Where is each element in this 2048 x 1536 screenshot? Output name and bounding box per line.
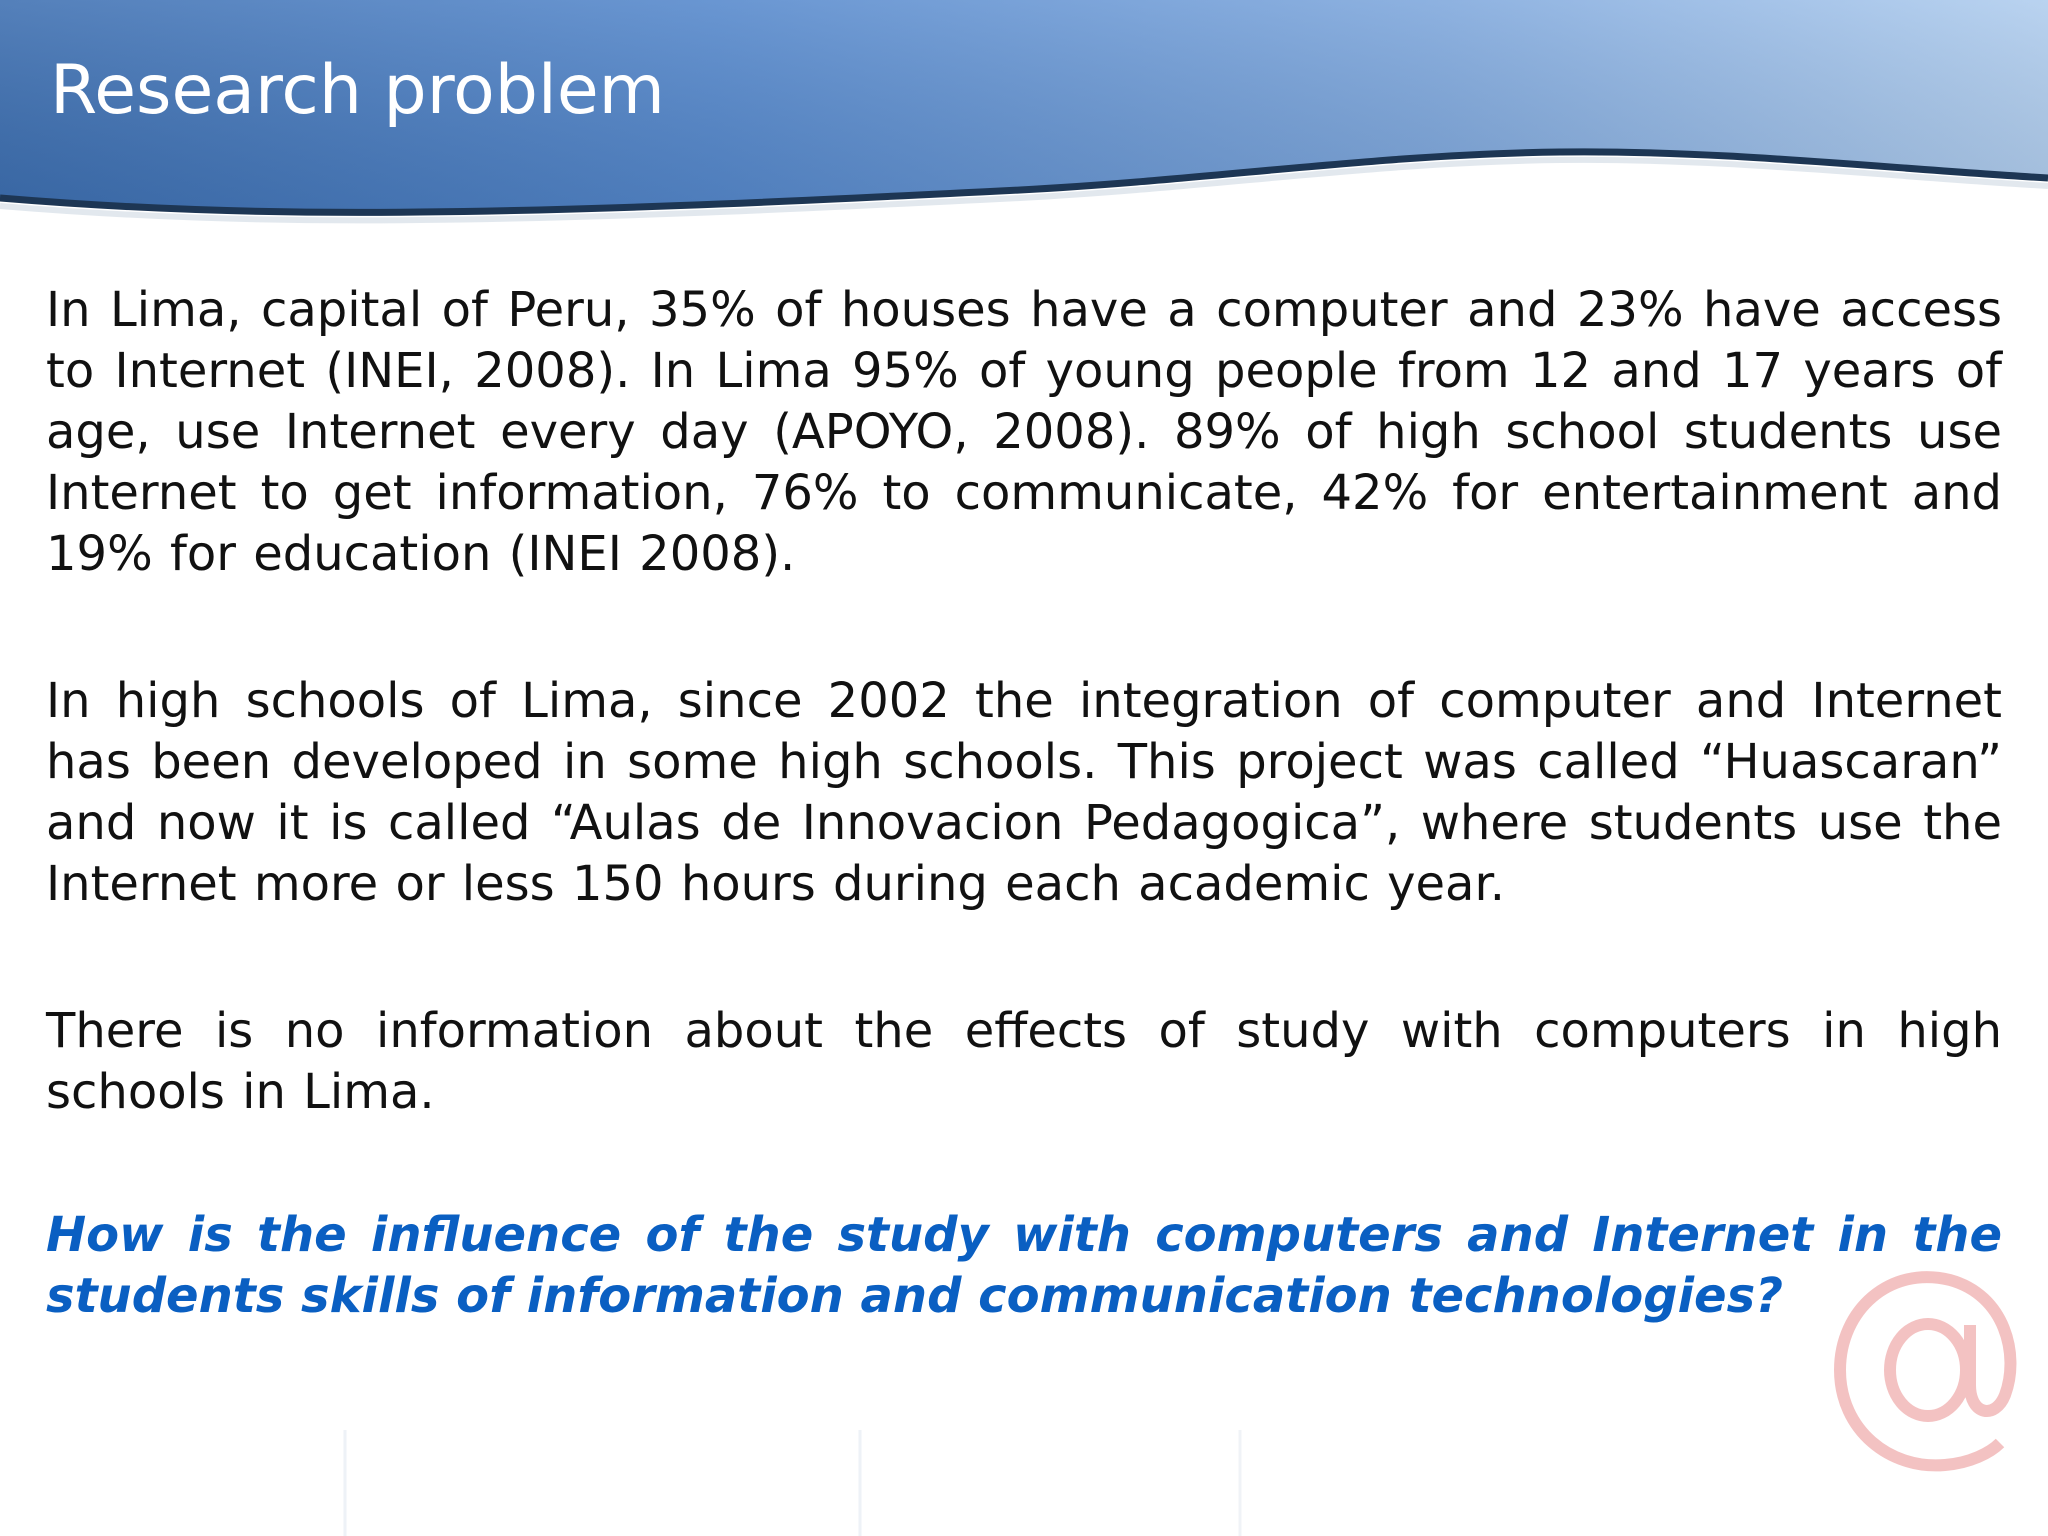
research-question: How is the influence of the study with computers and Internet in the students skills of information and communication technologies? [46, 1207, 2002, 1324]
background-decoration [0, 1430, 2048, 1536]
paragraph-internet-statistics: In Lima, capital of Peru, 35% of houses have a computer and 23% have access to Internet (INEI, 2008). In Lima 95% of young people from 12 and 17 years of age, use Internet every day (APOYO, 2008). 89% of high school students use Internet to get information, 76% to communicate, 42% for entertainment and 19% for education (INEI 2008). [46, 282, 2002, 582]
page-title: Research problem [50, 51, 665, 130]
paragraph-information-gap: There is no information about the effects of study with computers in high schools in Lima. [46, 1003, 2002, 1120]
slide-content [46, 280, 2002, 1327]
paragraph-school-integration: In high schools of Lima, since 2002 the integration of computer and Internet has been developed in some high schools. This project was called “Huascaran” and now it is called “Aulas de Innovacion Pedagogica”, where students use the Internet more or less 150 hours during each academic year. [46, 673, 2002, 912]
